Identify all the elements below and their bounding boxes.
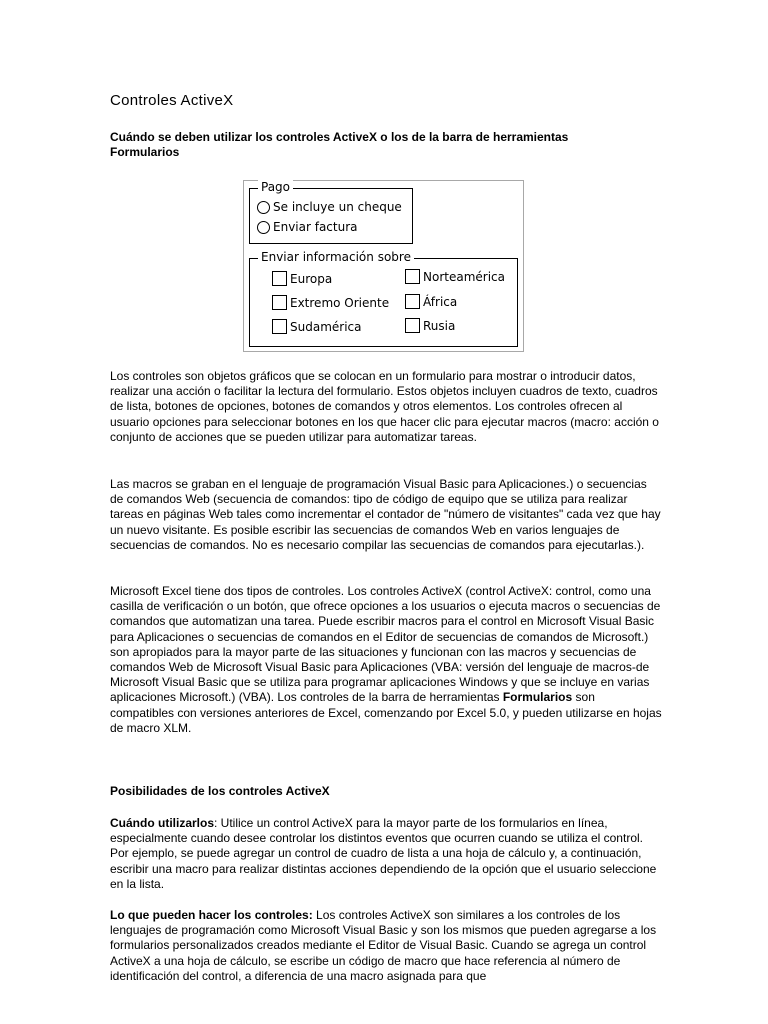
radio-option-cheque[interactable] [257, 200, 402, 214]
checkbox-icon [272, 295, 287, 310]
checkbox-label: Extremo Oriente [290, 295, 390, 310]
paragraph-when-to-use [110, 816, 662, 892]
form-controls-illustration [243, 180, 524, 352]
checkbox-norteamerica[interactable] [405, 269, 505, 284]
radio-option-invoice[interactable] [257, 220, 358, 234]
checkbox-label: Norteamérica [423, 269, 505, 284]
checkbox-icon [405, 318, 420, 333]
payment-groupbox [249, 180, 413, 244]
radio-label: Enviar factura [273, 220, 358, 234]
checkbox-africa[interactable] [405, 294, 457, 309]
checkbox-label: Europa [290, 271, 333, 286]
bold-term: Lo que pueden hacer los controles: [110, 908, 313, 922]
paragraph-macros: Las macros se graban en el lenguaje de programación Visual Basic para Aplicaciones.) o secuencias de comandos Web (secuencia de comandos: tipo de código de equipo que se utiliza para realizar tareas en páginas Web tales como incrementar el contador de "número de visitantes" cada vez que hay un nuevo visitante. Es posible escribir las secuencias de comandos Web en varios lenguajes de secuencias de comandos. No es necesario compilar las secuencias de comandos para ejecutarlas.). [110, 477, 661, 552]
checkbox-label: Rusia [423, 318, 456, 333]
section-subtitle: Cuándo se deben utilizar los controles ActiveX o los de la barra de herramientas Formularios [110, 130, 569, 159]
checkbox-icon [405, 269, 420, 284]
checkbox-icon [405, 294, 420, 309]
bold-term: Cuándo utilizarlos [110, 816, 215, 830]
info-groupbox [249, 250, 518, 347]
checkbox-label: África [423, 294, 458, 309]
text-run: Los controles ActiveX son similares a los controles de los lenguajes de programación como Microsoft Visual Basic y son los mismos que pueden agregarse a los formularios personalizados creados mediante el Editor de Visual Basic. Cuando se agrega un control ActiveX a una hoja de cálculo, se escribe un código de macro que hace referencia al número de identificación del control, a diferencia de una macro asignada para que [110, 908, 657, 983]
page-title: Controles ActiveX [110, 92, 234, 109]
checkbox-label: Sudamérica [290, 319, 362, 334]
bold-term: Formularios [502, 690, 573, 705]
paragraph-control-types [110, 584, 662, 736]
radio-label: Se incluye un cheque [273, 200, 402, 214]
text-run: son compatibles con versiones anteriores de Excel, comenzando por Excel 5.0, y pueden utilizarse en hojas de macro XLM. [110, 690, 662, 735]
checkbox-europa[interactable] [272, 271, 332, 286]
checkbox-sudamerica[interactable] [272, 319, 361, 334]
section-heading: Posibilidades de los controles ActiveX [110, 784, 330, 798]
paragraph-intro: Los controles son objetos gráficos que se colocan en un formulario para mostrar o introducir datos, realizar una acción o facilitar la lectura del formulario. Estos objetos incluyen cuadros de texto, cuadros de lista, botones de opciones, botones de comandos y otros elementos. Los controles ofrecen al usuario opciones para seleccionar botones en los que hacer clic para ejecutar macros (macro: acción o conjunto de acciones que se pueden utilizar para automatizar tareas. [110, 369, 659, 444]
payment-legend: Pago [258, 180, 293, 194]
radio-icon [257, 221, 270, 234]
checkbox-rusia[interactable] [405, 318, 455, 333]
checkbox-icon [272, 319, 287, 334]
paragraph-capabilities [110, 908, 662, 984]
text-run: Microsoft Excel tiene dos tipos de controles. Los controles ActiveX (control ActiveX: control, como una casilla de verificación o un botón, que ofrece opciones a los usuarios o ejecuta macros o secuencias de comandos que automatizan una tarea. Puede escribir macros para el control en Microsoft Visual Basic para Aplicaciones o secuencias de comandos en el Editor de secuencias de comandos de Microsoft.) son apropiados para la mayor parte de las situaciones y funcionan con las macros y secuencias de comandos Web de Microsoft Visual Basic para Aplicaciones (VBA: versión del lenguaje de macros-de Microsoft Visual Basic que se utiliza para programar aplicaciones Windows y que se incluye en varias aplicaciones Microsoft.) (VBA). Los controles de la barra de herramientas [110, 584, 661, 705]
radio-icon [257, 201, 270, 214]
checkbox-icon [272, 271, 287, 286]
checkbox-extremo-oriente[interactable] [272, 295, 389, 310]
text-run: : Utilice un control ActiveX para la mayor parte de los formularios en línea, especialmente cuando desee controlar los distintos eventos que ocurren cuando se utiliza el control. Por ejemplo, se puede agregar un control de cuadro de lista a una hoja de cálculo y, a continuación, escribir una macro para realizar distintas acciones dependiendo de la opción que el usuario seleccione en la lista. [110, 816, 657, 891]
info-legend: Enviar información sobre [258, 250, 414, 264]
